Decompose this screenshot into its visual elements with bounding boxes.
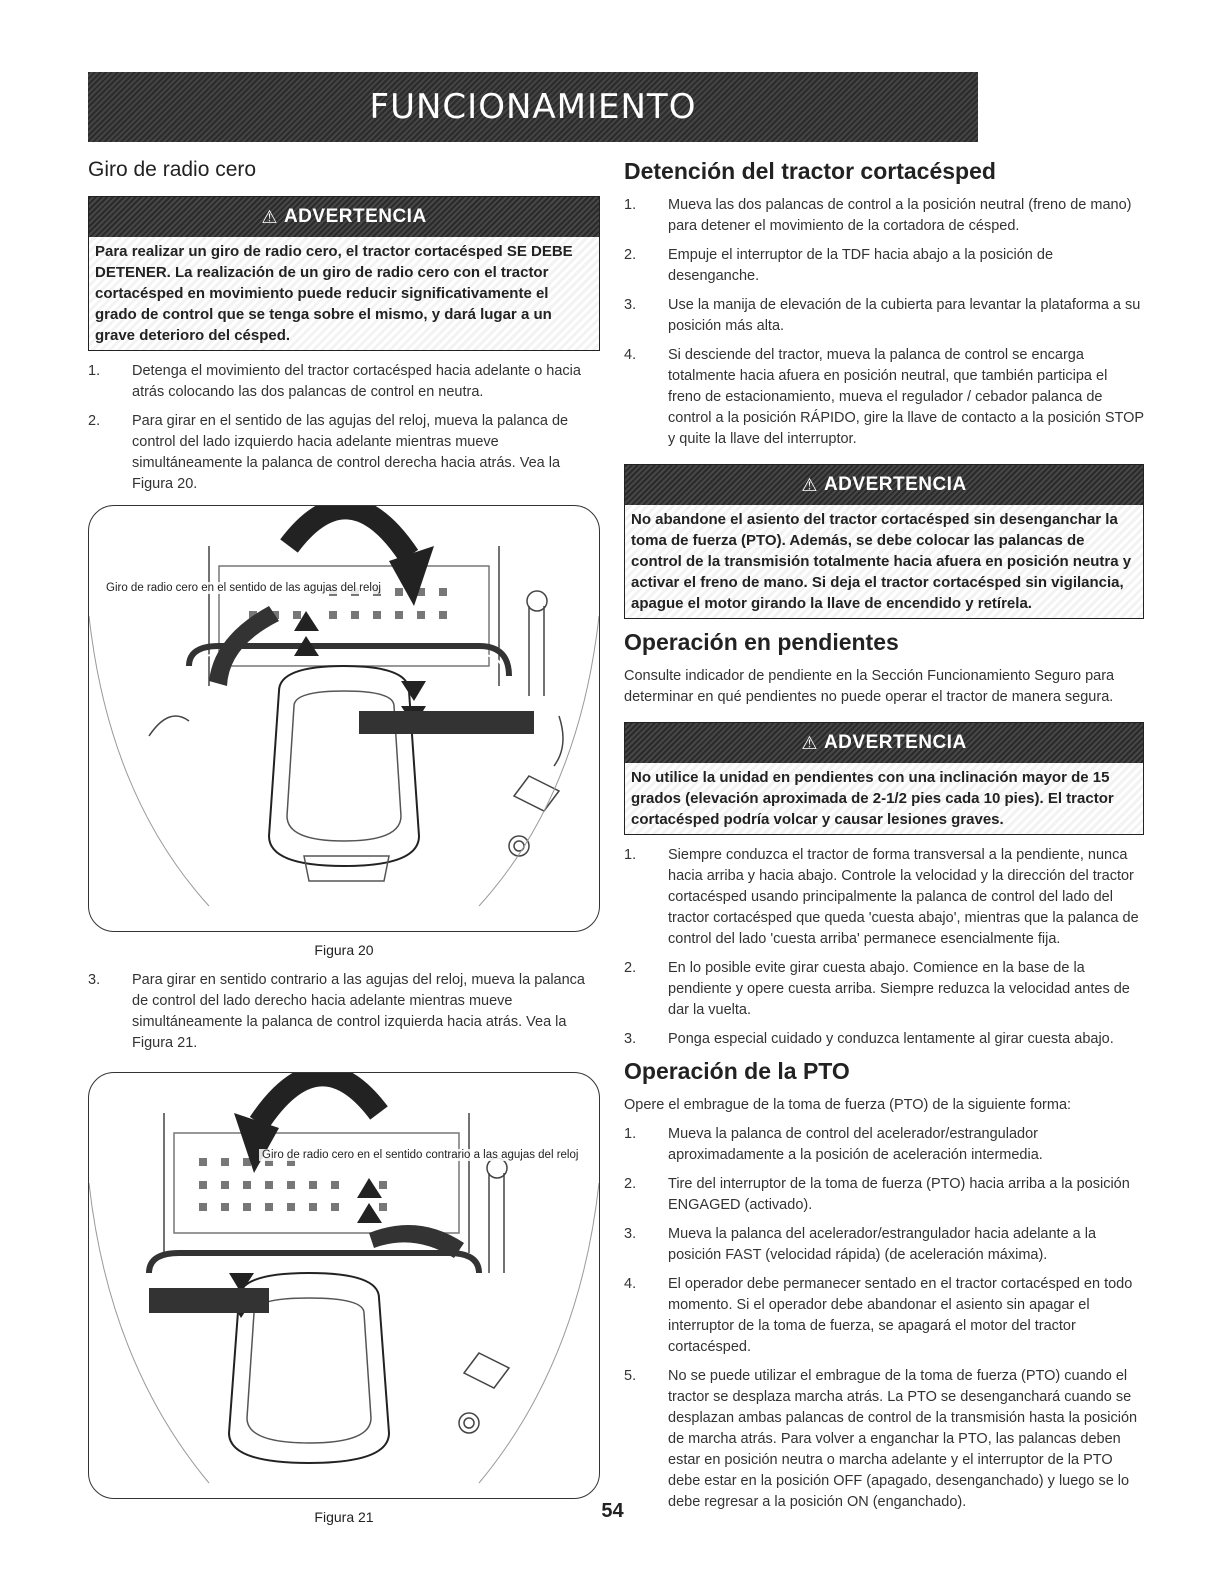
- slopes-heading: Operación en pendientes: [624, 629, 899, 655]
- list-item: 3. Para girar en sentido contrario a las agujas del reloj, mueva la palanca de control del lado derecho hacia adelante mientras mueve simultáneamente la palanca de control izquierda hacia atrás. Vea la Figura 21.: [88, 972, 585, 1051]
- list-item: 3. Ponga especial cuidado y conduzca lentamente al girar cuesta abajo.: [624, 1031, 1114, 1047]
- warning-text: Para realizar un giro de radio cero, el tractor cortacésped SE DEBE DETENER. La realización de un giro de radio cero con el tractor cortacésped en movimiento puede reducir significativamente el grado de control que se tenga sobre el mismo, y dará lugar a un grave deterioro del césped.: [89, 237, 599, 350]
- figure-21-caption: Figura 21: [314, 1509, 374, 1525]
- warning-text: No abandone el asiento del tractor cortacésped sin desenganchar la toma de fuerza (PTO). Además, se debe colocar las palancas de control de la transmisión totalmente hacia afuera en posición neutra y activar el freno de mano. Si deja el tractor cortacésped sin vigilancia, apague el motor girando la llave de encendido y retírela.: [625, 505, 1143, 618]
- list-item: 4. El operador debe permanecer sentado en el tractor cortacésped en todo momento. Si el operador debe abandonar el asiento sin apagar el interruptor de la toma de fuerza, se apagará el motor del tractor cortacésped.: [624, 1276, 1133, 1355]
- warning-triangle-icon: ⚠: [261, 206, 278, 227]
- warning-label: ADVERTENCIA: [283, 206, 427, 227]
- warning-triangle-icon: ⚠: [801, 474, 818, 495]
- right-column: [624, 158, 1144, 1521]
- left-column: [88, 158, 600, 1537]
- pto-steps: [624, 1124, 1144, 1513]
- figure-20-callout: Giro de radio cero en el sentido de las agujas del reloj: [103, 582, 384, 594]
- pto-intro: Opere el embrague de la toma de fuerza (PTO) de la siguiente forma:: [624, 1097, 1072, 1113]
- tractor-counterclockwise-drawing: [89, 1073, 599, 1498]
- zero-turn-step-3: [88, 970, 600, 1054]
- zero-turn-steps: [88, 361, 600, 495]
- list-item: 5. No se puede utilizar el embrague de la toma de fuerza (PTO) cuando el tractor se desplaza marcha atrás. La PTO se desenganchará cuando se desplazan ambas palancas de control de la transmisión hasta la posición de marcha atrás. Para volver a enganchar la PTO, las palancas deben estar en posición neutra o marcha adelante y el interruptor de la PTO debe estar en la posición OFF (apagado, desenganchado) y luego se lo debe regresar a la posición ON (enganchado).: [624, 1368, 1138, 1510]
- figure-20-illustration: [88, 505, 600, 932]
- list-item: 3. Use la manija de elevación de la cubierta para levantar la plataforma a su posición más alta.: [624, 297, 1141, 334]
- stop-tractor-warning-box: [624, 464, 1144, 619]
- stop-tractor-heading: Detención del tractor cortacésped: [624, 158, 996, 184]
- warning-header: [89, 197, 599, 237]
- list-item: 2. Empuje el interruptor de la TDF hacia abajo a la posición de desenganche.: [624, 247, 1054, 284]
- pto-heading: Operación de la PTO: [624, 1058, 850, 1084]
- page-number: 54: [601, 1500, 624, 1522]
- page-header-bar: [88, 72, 978, 142]
- list-item: 1. Siempre conduzca el tractor de forma transversal a la pendiente, nunca hacia arriba y hacia abajo. Controle la velocidad y la dirección del tractor cortacésped usando principalmente la palanca de control del lado del tractor cortacésped que queda 'cuesta abajo', mientras que la palanca de control del lado 'cuesta arriba' permanece esencialmente fija.: [624, 847, 1139, 947]
- figure-21-illustration: [88, 1072, 600, 1499]
- slopes-steps: [624, 845, 1144, 1050]
- stop-tractor-steps: [624, 195, 1144, 450]
- list-item: 2. Tire del interruptor de la toma de fuerza (PTO) hacia arriba a la posición ENGAGED (activado).: [624, 1176, 1130, 1213]
- page-title: FUNCIONAMIENTO: [369, 87, 697, 127]
- warning-header: [625, 723, 1143, 763]
- list-item: 1. Detenga el movimiento del tractor cortacésped hacia adelante o hacia atrás colocando las dos palancas de control en neutra.: [88, 363, 581, 400]
- warning-header: [625, 465, 1143, 505]
- figure-21-callout: Giro de radio cero en el sentido contrario a las agujas del reloj: [259, 1149, 581, 1161]
- list-item: 2. Para girar en el sentido de las agujas del reloj, mueva la palanca de control del lado izquierdo hacia adelante mientras mueve simultáneamente la palanca de control derecha hacia atrás. Vea la Figura 20.: [88, 413, 569, 492]
- list-item: 4. Si desciende del tractor, mueva la palanca de control se encarga totalmente hacia afuera en posición neutral, que también participa el freno de estacionamiento, mueva el regulador / cebador palanca de control a la posición RÁPIDO, gire la llave de contacto a la posición STOP y quite la llave del interruptor.: [624, 347, 1144, 447]
- slopes-intro: Consulte indicador de pendiente en la Sección Funcionamiento Seguro para determinar en qué pendientes no puede operar el tractor de manera segura.: [624, 668, 1115, 705]
- zero-turn-warning-box: [88, 196, 600, 351]
- zero-turn-subheading: Giro de radio cero: [88, 158, 257, 181]
- warning-text: No utilice la unidad en pendientes con una inclinación mayor de 15 grados (elevación aproximada de 2-1/2 pies cada 10 pies). El tractor cortacésped podría volcar y causar lesiones graves.: [625, 763, 1143, 834]
- slopes-warning-box: [624, 722, 1144, 835]
- list-item: 1. Mueva las dos palancas de control a la posición neutral (freno de mano) para detener el movimiento de la cortadora de césped.: [624, 197, 1132, 234]
- list-item: 1. Mueva la palanca de control del acelerador/estrangulador aproximadamente a la posición de aceleración intermedia.: [624, 1126, 1043, 1163]
- list-item: 3. Mueva la palanca del acelerador/estrangulador hacia adelante a la posición FAST (velocidad rápida) (de aceleración máxima).: [624, 1226, 1097, 1263]
- tractor-clockwise-drawing: [89, 506, 599, 931]
- list-item: 2. En lo posible evite girar cuesta abajo. Comience en la base de la pendiente y opere cuesta arriba. Siempre reduzca la velocidad antes de dar la vuelta.: [624, 960, 1130, 1018]
- warning-label: ADVERTENCIA: [823, 474, 967, 495]
- figure-20-caption: Figura 20: [314, 942, 374, 958]
- warning-triangle-icon: ⚠: [801, 732, 818, 753]
- warning-label: ADVERTENCIA: [823, 732, 967, 753]
